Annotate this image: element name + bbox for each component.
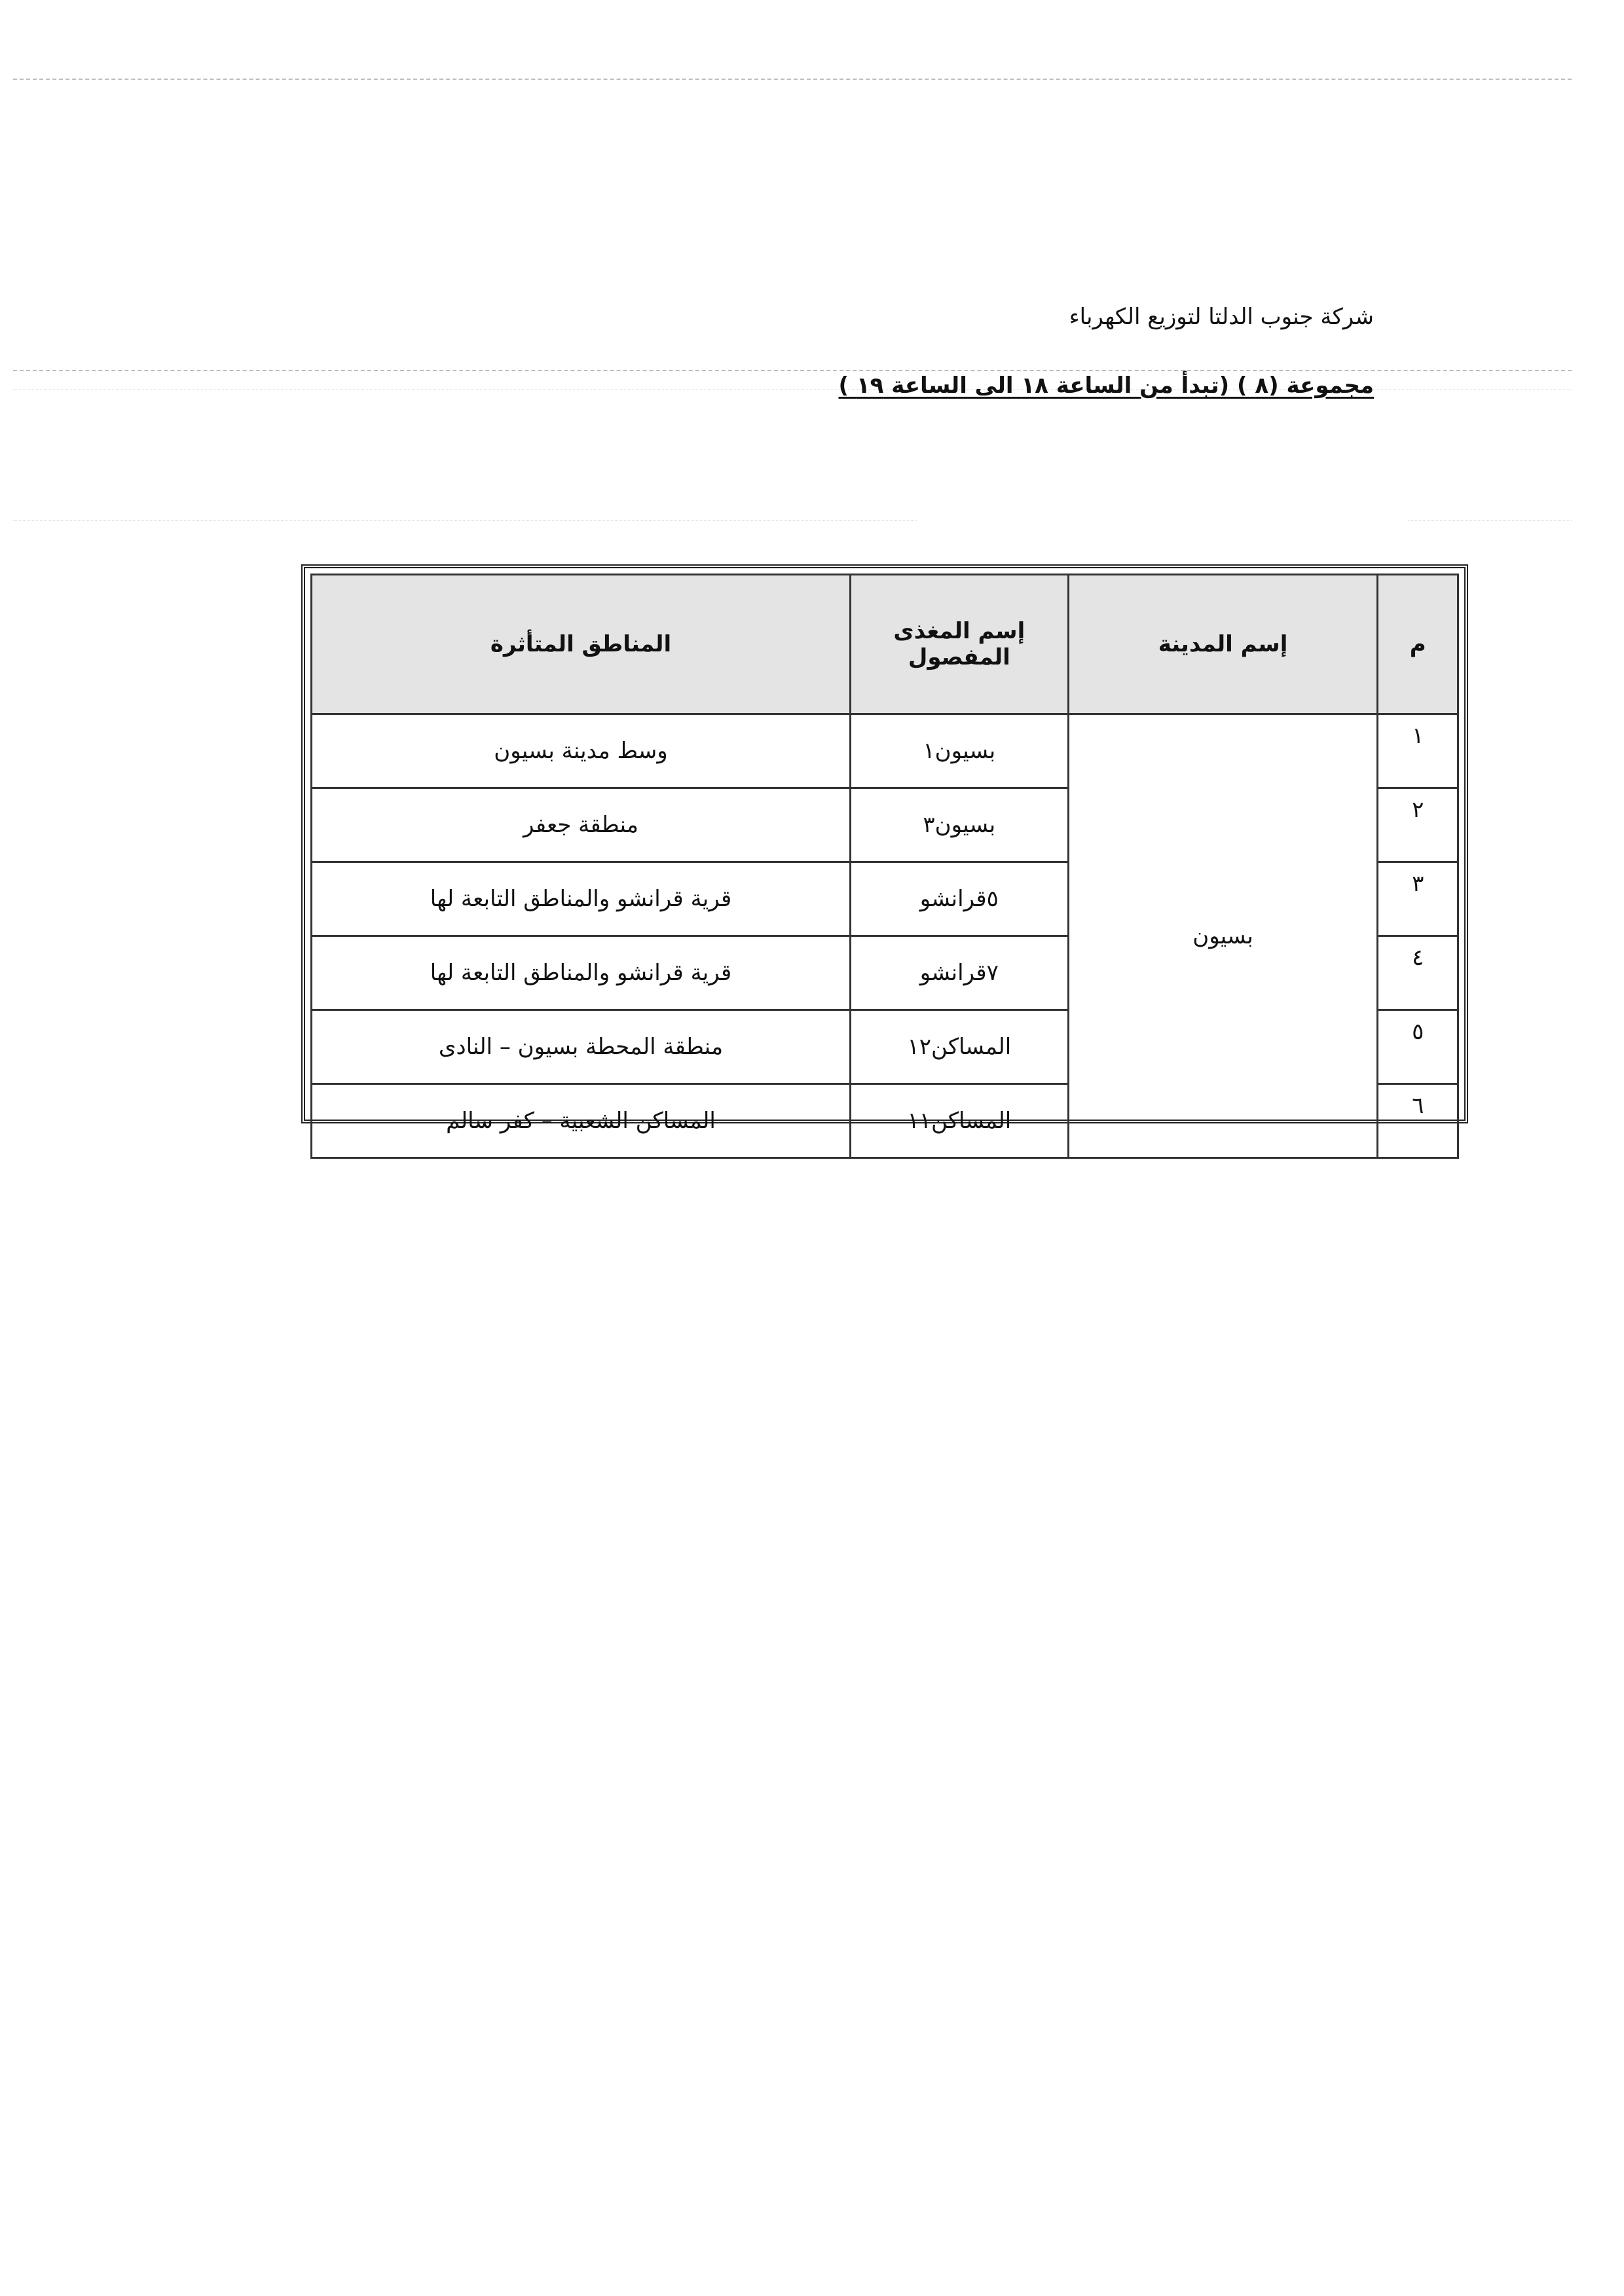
header-num: م (1378, 575, 1458, 714)
header-feeder: إسم المغذى المفصول (850, 575, 1068, 714)
feeder-cell: المساكن١١ (850, 1084, 1068, 1158)
row-number: ١ (1378, 714, 1458, 788)
outage-table-frame (301, 564, 1468, 1134)
feeder-cell: المساكن١٢ (850, 1010, 1068, 1084)
areas-cell: قرية قرانشو والمناطق التابعة لها (312, 936, 851, 1010)
header-areas: المناطق المتأثرة (312, 575, 851, 714)
row-number: ٥ (1378, 1010, 1458, 1084)
row-number: ٤ (1378, 936, 1458, 1010)
feeder-cell: بسيون١ (850, 714, 1068, 788)
row-number: ٦ (1378, 1084, 1458, 1158)
city-cell: بسيون (1068, 714, 1378, 1158)
table-header-row (312, 575, 1458, 714)
company-name: شركة جنوب الدلتا لتوزيع الكهرباء (1069, 304, 1374, 330)
scan-artifact-line (13, 79, 1572, 80)
areas-cell: وسط مدينة بسيون (312, 714, 851, 788)
feeder-cell: بسيون٣ (850, 788, 1068, 862)
row-number: ٣ (1378, 862, 1458, 936)
areas-cell: منطقة جعفر (312, 788, 851, 862)
row-number: ٢ (1378, 788, 1458, 862)
feeder-cell: ٥قرانشو (850, 862, 1068, 936)
scan-artifact-line (13, 520, 917, 521)
scan-artifact-line (1408, 520, 1572, 521)
group-heading: مجموعة (٨ ) (تبدأ من الساعة ١٨ الى الساعة ١٩ ) (838, 373, 1374, 399)
areas-cell: منطقة المحطة بسيون – النادى (312, 1010, 851, 1084)
feeder-cell: ٧قرانشو (850, 936, 1068, 1010)
header-city: إسم المدينة (1068, 575, 1378, 714)
outage-table (310, 574, 1459, 1159)
areas-cell: المساكن الشعبية – كفر سالم (312, 1084, 851, 1158)
areas-cell: قرية قرانشو والمناطق التابعة لها (312, 862, 851, 936)
table-row (312, 714, 1458, 788)
